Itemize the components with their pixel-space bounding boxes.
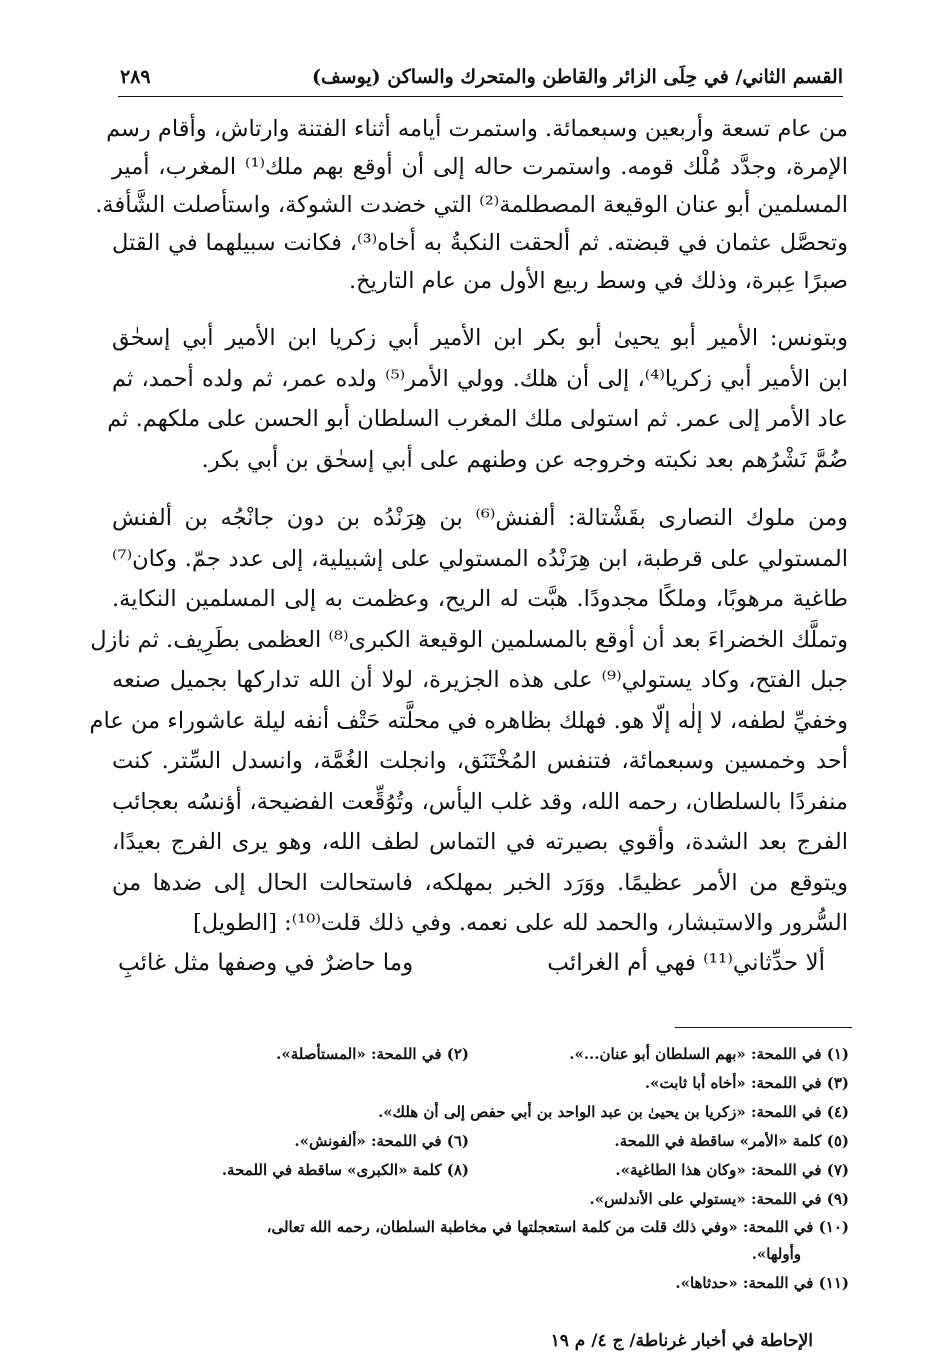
footnote: (٩) في اللمحة: «يستولي على الأندلس». [589,1190,849,1208]
text-line: الإمرة، وجدَّد مُلْك قومه. واستمرت حاله إلى أن أوقع بهم ملك⁽¹⁾ المغرب، أمير [112,154,848,180]
footnotes [110,1040,849,1298]
footnote: (١١) في اللمحة: «حدثاها». [675,1274,849,1292]
footnote: (٦) في اللمحة: «ألفونش». [294,1132,469,1150]
text-line: المسلمين أبو عنان الوقيعة المصطلمة⁽²⁾ التي خضدت الشوكة، واستأصلت الشَّأفة. [95,192,848,218]
section-title: القسم الثاني/ في حِلَى الزائر والقاطن والمتحرك والساكن (يوسف) [312,66,843,88]
text-line: طاغية مرهوبًا، وملكًا مجدودًا. هبَّت له الريح، وعظمت به إلى المسلمين النكاية. [112,586,848,612]
text-line: وتملَّك الخضراءَ بعد أن أوقع بالمسلمين الوقيعة الكبرى⁽⁸⁾ العظمى بطَرِيف. ثم نازل [90,626,848,653]
footnote: (٤) في اللمحة: «زكريا بن يحيىٰ بن عبد الواحد بن أبي حفص إلى أن هلك». [378,1103,849,1121]
main-text [89,110,849,944]
footnote-row [110,1127,849,1156]
footnote: (١٠) في اللمحة: «وفي ذلك قلت من كلمة استعجلتها في مخاطبة السلطان، رحمه الله تعالى، [266,1218,849,1236]
text-line: ويتوقع من الأمر عظيمًا. ووَرَد الخبر بمهلكه، فاستحالت الحال إلى ضدها من [112,869,848,896]
text-line: ضُمَّ نَشْرُهم بعد نكبته وخروجه عن وطنهم على أبي إسحٰق بن أبي بكر. [201,446,848,473]
footnote-row [110,1269,849,1298]
footnote-row [110,1240,849,1269]
text-line: عاد الأمر إلى عمر. ثم استولى ملك المغرب السلطان أبو الحسن على ملكهم. ثم [107,406,848,432]
text-line: ومن ملوك النصارى بقَشْتالة: ألفنش⁽⁶⁾ بن هِرَنْدُه بن دون جانْجُه بن ألفنش [112,505,848,531]
footnote-row [110,1098,849,1127]
paragraph-1 [95,110,849,300]
footnote-separator [675,1027,852,1028]
footnote-row [110,1156,849,1185]
text-line: المستولي على قرطبة، ابن هِرَنْدُه المستولي على إشبيلية، إلى عدد جمّ. وكان⁽⁷⁾ [112,545,848,572]
footnote: (٧) في اللمحة: «وكان هذا الطاغية». [615,1161,849,1179]
text-line: وخفيِّ لطفه، لا إلٰه إلّا هو. فهلك بظاهره في محلَّته حَتْف أنفه ليلة عاشوراء من عام [89,707,848,734]
text-line: صبرًا عِبرة، وذلك في وسط ربيع الأول من عام التاريخ. [348,268,848,294]
footnote-continuation: وأولها». [751,1245,801,1263]
paragraph-3 [89,498,849,944]
text-line: أحد وخمسين وسبعمائة، فتنفس المُخْتَنَق، وانجلت الغُمَّة، وانسدل السِّتر. كنت [112,748,848,774]
text-line: السُّرور والاستبشار، والحمد لله على نعمه. وفي ذلك قلت⁽¹⁰⁾: [الطويل] [192,910,848,936]
paragraph-2 [107,318,849,480]
footnote-row [110,1069,849,1098]
footnote: (٣) في اللمحة: «أخاه أبا ثابت». [644,1074,849,1092]
verse-second-hemistich: وما حاضرٌ في وصفها مثل غائبِ [118,950,414,976]
footnote: (٢) في اللمحة: «المستأصلة». [276,1045,469,1063]
text-line: وتحصَّل عثمان في قبضته. ثم ألحقت النكبةُ به أخاه⁽³⁾، فكانت سبيلهما في القتل [112,230,849,256]
page-number: ٢٨٩ [120,66,151,88]
poem-verse [118,938,825,988]
text-line: جبل الفتح، وكاد يستولي⁽⁹⁾ على هذه الجزيرة، لولا أن الله تداركها بجميل صنعه [112,667,849,693]
footnote-row [110,1040,849,1069]
running-header [118,62,843,97]
verse-first-hemistich: ألا حدِّثاني⁽¹¹⁾ فهي أم الغرائب [547,950,825,976]
footnote: (٥) كلمة «الأمر» ساقطة في اللمحة. [614,1132,849,1150]
footnote-row [110,1185,849,1214]
footnote: (٨) كلمة «الكبرى» ساقطة في اللمحة. [221,1161,469,1179]
text-line: وبتونس: الأمير أبو يحيىٰ أبو بكر ابن الأمير أبي زكريا ابن الأمير أبي إسحٰق [112,325,848,351]
signature-line: الإحاطة في أخبار غرناطة/ ج ٤/ م ١٩ [550,1331,813,1351]
text-line: الفرج بعد الشدة، وأقوي بصيرته في التماس لطف الله، وهو يرى الفرج بعيدًا، [112,829,848,855]
footnote: (١) في اللمحة: «بهم السلطان أبو عنان...». [569,1045,849,1063]
text-line: من عام تسعة وأربعين وسبعمائة. واستمرت أيامه أثناء الفتنة وارتاش، وأقام رسم [106,116,848,142]
text-line: ابن الأمير أبي زكريا⁽⁴⁾، إلى أن هلك. وولي الأمر⁽⁵⁾ ولده عمر، ثم ولده أحمد، ثم [112,365,849,392]
text-line: منفردًا بالسلطان، رحمه الله، وقد غلب اليأس، وتُوُقِّعت الفضيحة، أؤنسُه بعجائب [112,788,848,815]
footnote-row [110,1214,849,1240]
